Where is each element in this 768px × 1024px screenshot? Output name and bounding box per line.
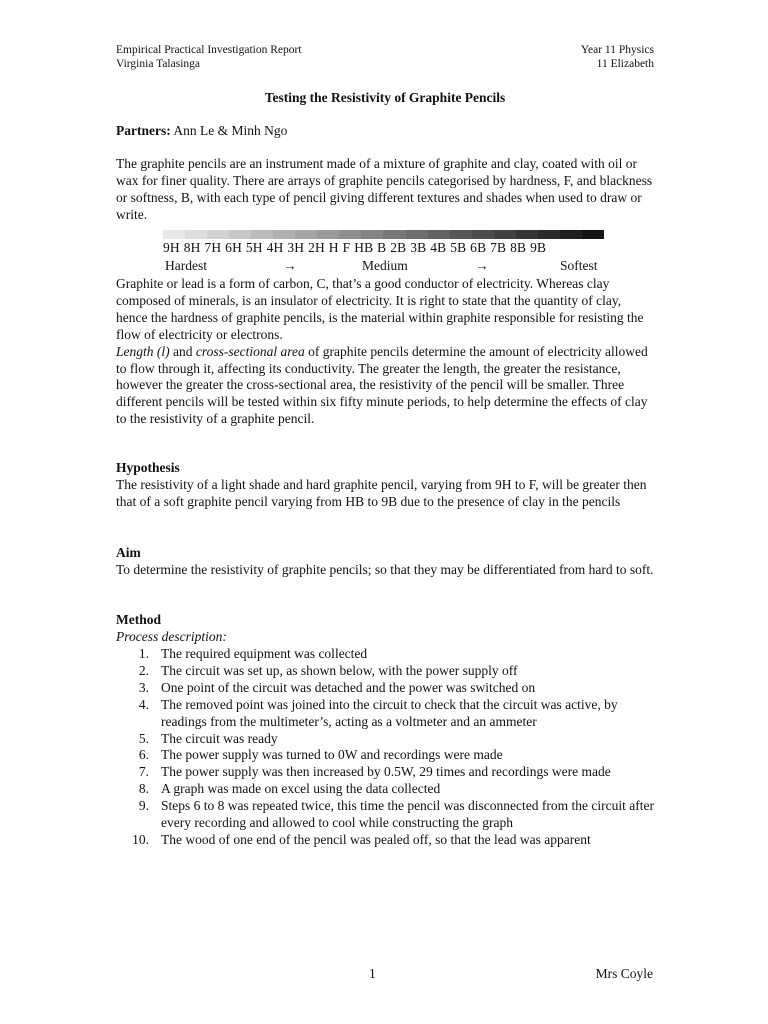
step-text: The required equipment was collected — [161, 646, 368, 661]
method-steps-list — [116, 646, 654, 849]
step-text: The wood of one end of the pencil was pealed off, so that the lead was apparent — [161, 831, 591, 847]
step-text: The power supply was turned to 0W and recordings were made — [161, 747, 503, 763]
shade-swatch — [163, 230, 185, 239]
step-text: One point of the circuit was detached and the power was switched on — [161, 679, 536, 695]
shade-swatch — [361, 230, 383, 239]
shade-swatch — [494, 230, 516, 239]
method-step — [116, 764, 654, 781]
header-right — [581, 43, 654, 71]
step-number: 4. — [138, 696, 149, 712]
arrow-right-icon: → — [283, 258, 297, 273]
shade-swatch — [383, 230, 405, 239]
method-step — [116, 646, 654, 663]
aim-text: To determine the resistivity of graphite pencils; so that they may be differentiated from hard to soft. — [116, 562, 654, 577]
hypothesis-heading: Hypothesis — [116, 460, 180, 475]
method-step — [116, 663, 654, 680]
shade-swatch — [295, 230, 317, 239]
shade-swatch — [406, 230, 428, 239]
step-text: Steps 6 to 8 was repeated twice, this time the pencil was disconnected from the circuit after every recording and allowed to cool while constructing the graph — [161, 798, 654, 831]
gradient-bar — [163, 230, 604, 239]
author-name: Virginia Talasinga — [116, 58, 200, 70]
medium-label: Medium — [362, 258, 408, 273]
area-term: cross-sectional area — [195, 343, 305, 359]
step-number: 9. — [138, 798, 149, 814]
header-left — [116, 43, 302, 71]
length-term: Length (l) — [116, 343, 170, 359]
shade-swatch — [207, 230, 229, 239]
partners-label: Partners: — [116, 123, 171, 138]
intro-paragraph: The graphite pencils are an instrument made of a mixture of graphite and clay, coated with oil or wax for finer quality. There are arrays of graphite pencils categorised by hardness, F, and blackness or softness, B, with each type of pencil giving different textures and shades when used to draw or write. — [116, 156, 653, 222]
subject: Year 11 Physics — [580, 44, 654, 56]
step-number: 7. — [138, 764, 149, 780]
method-step — [116, 798, 654, 832]
shade-swatch — [538, 230, 560, 239]
shade-swatch — [428, 230, 450, 239]
method-step — [116, 747, 654, 764]
shade-swatch — [472, 230, 494, 239]
step-text: The power supply was then increased by 0.5W, 29 times and recordings were made — [161, 764, 611, 780]
method-step — [116, 680, 654, 697]
pencil-grade-codes: 9H 8H 7H 6H 5H 4H 3H 2H H F HB B 2B 3B 4B 5B 6B 7B 8B 9B — [163, 240, 547, 255]
step-number: 2. — [138, 662, 149, 678]
aim-heading: Aim — [116, 545, 141, 560]
step-number: 3. — [138, 679, 149, 695]
partners-line — [116, 123, 654, 140]
partners-names: Ann Le & Minh Ngo — [173, 123, 288, 138]
step-number: 10. — [132, 831, 149, 847]
shade-swatch — [273, 230, 295, 239]
step-text: A graph was made on excel using the data collected — [161, 781, 441, 797]
report-type: Empirical Practical Investigation Report — [116, 44, 302, 56]
step-number: 5. — [138, 730, 149, 746]
shade-swatch — [251, 230, 273, 239]
step-text: The removed point was joined into the circuit to check that the circuit was active, by readings from the multimeter’s, acting as a voltmeter and an ammeter — [161, 696, 618, 729]
step-text: The circuit was ready — [161, 730, 278, 746]
shade-swatch — [450, 230, 472, 239]
shade-swatch — [339, 230, 361, 239]
page-number: 1 — [369, 966, 376, 981]
shade-swatch — [582, 230, 604, 239]
shade-swatch — [229, 230, 251, 239]
step-number: 1. — [138, 646, 149, 661]
step-number: 8. — [138, 781, 149, 797]
method-step — [116, 781, 654, 798]
method-heading: Method — [116, 612, 161, 627]
shade-swatch — [560, 230, 582, 239]
hypothesis-text: The resistivity of a light shade and hard graphite pencil, varying from 9H to F, will be greater then that of a soft graphite pencil varying from HB to 9B due to the presence of clay in the pencils — [116, 477, 647, 509]
class-name: 11 Elizabeth — [596, 58, 654, 70]
graphite-clay-text: Graphite or lead is a form of carbon, C, that’s a good conductor of electricity. Whereas clay composed of minerals, is an insulator of electricity. It is right to state that the quantity of clay, hence the hardness of graphite pencils, is the material within graphite responsible for resisting the flow of electricity or electrons. — [116, 276, 644, 342]
teacher-name: Mrs Coyle — [595, 966, 653, 981]
length-area-text: Length (l) and cross-sectional area of graphite pencils determine the amount of electricity allowed to flow through it, affecting its conductivity. The greater the length, the greater the resistance, however the greater the cross-sectional area, the resistivity of the pencil will be smaller. Three different pencils will be tested within six fifty minute periods, to help determine the effects of clay to the resistivity of a graphite pencil. — [116, 343, 648, 427]
pencil-shade-gradient — [163, 230, 604, 239]
shade-swatch — [516, 230, 538, 239]
background-paragraph — [116, 276, 654, 428]
arrow-right-icon: → — [475, 258, 489, 273]
method-step — [116, 832, 654, 849]
method-step — [116, 697, 654, 731]
hardest-label: Hardest — [165, 258, 207, 273]
step-number: 6. — [138, 747, 149, 763]
shade-swatch — [185, 230, 207, 239]
method-step — [116, 731, 654, 748]
step-text: The circuit was set up, as shown below, with the power supply off — [161, 662, 518, 678]
process-description-label: Process description: — [116, 629, 227, 644]
softest-label: Softest — [560, 258, 598, 273]
document-title: Testing the Resistivity of Graphite Pencils — [264, 90, 506, 105]
shade-swatch — [317, 230, 339, 239]
